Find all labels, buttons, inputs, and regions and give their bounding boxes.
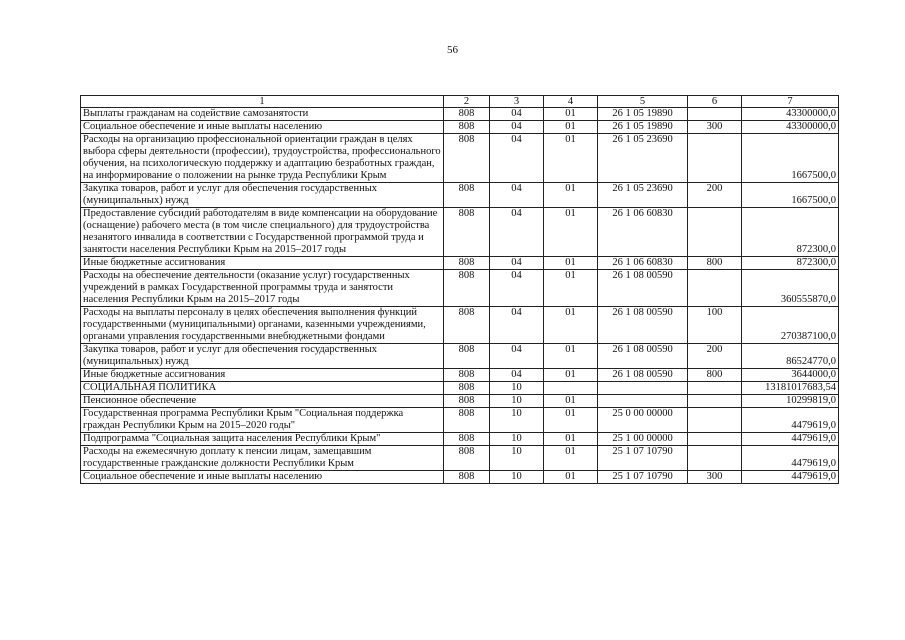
code-cell: 100 bbox=[688, 307, 742, 344]
code-cell: 01 bbox=[544, 208, 598, 257]
code-cell: 01 bbox=[544, 108, 598, 121]
code-cell: 01 bbox=[544, 433, 598, 446]
row-name-cell: Иные бюджетные ассигнования bbox=[81, 257, 444, 270]
code-cell: 26 1 05 19890 bbox=[598, 108, 688, 121]
code-cell: 01 bbox=[544, 183, 598, 208]
code-cell: 01 bbox=[544, 257, 598, 270]
row-name-cell: Социальное обеспечение и иные выплаты населению bbox=[81, 471, 444, 484]
row-name-cell: Государственная программа Республики Крым "Социальная поддержка граждан Республики Крым на 2015–2020 годы" bbox=[81, 408, 444, 433]
code-cell: 200 bbox=[688, 344, 742, 369]
table-row bbox=[81, 408, 839, 433]
code-cell: 25 1 07 10790 bbox=[598, 471, 688, 484]
row-name-cell: Расходы на ежемесячную доплату к пенсии лицам, замещавшим государственные гражданские должности Республики Крым bbox=[81, 446, 444, 471]
row-name-cell: Выплаты гражданам на содействие самозанятости bbox=[81, 108, 444, 121]
table-row bbox=[81, 121, 839, 134]
row-name-cell: Расходы на организацию профессиональной ориентации граждан в целях выбора сферы деятельности (профессии), трудоустройства, профессионального обучения, на психологическую поддержку и адаптацию безработных граждан, на информирование о положении на рынке труда Республики Крым bbox=[81, 134, 444, 183]
amount-cell: 3644000,0 bbox=[742, 369, 839, 382]
code-cell: 10 bbox=[490, 433, 544, 446]
row-name-cell: СОЦИАЛЬНАЯ ПОЛИТИКА bbox=[81, 382, 444, 395]
code-cell: 808 bbox=[444, 183, 490, 208]
amount-cell: 4479619,0 bbox=[742, 433, 839, 446]
row-name-cell: Иные бюджетные ассигнования bbox=[81, 369, 444, 382]
code-cell: 25 0 00 00000 bbox=[598, 408, 688, 433]
code-cell: 808 bbox=[444, 208, 490, 257]
row-name-cell: Закупка товаров, работ и услуг для обеспечения государственных (муниципальных) нужд bbox=[81, 183, 444, 208]
code-cell: 808 bbox=[444, 408, 490, 433]
table-row bbox=[81, 344, 839, 369]
row-name-cell: Предоставление субсидий работодателям в виде компенсации на оборудование (оснащение) рабочего места (в том числе специального) для трудоустройства незанятого инвалида в соответствии с Государственной программой труда и занятости населения Республики Крым на 2015–2017 годы bbox=[81, 208, 444, 257]
code-cell: 10 bbox=[490, 382, 544, 395]
code-cell: 808 bbox=[444, 382, 490, 395]
code-cell: 808 bbox=[444, 270, 490, 307]
amount-cell: 10299819,0 bbox=[742, 395, 839, 408]
amount-cell: 872300,0 bbox=[742, 208, 839, 257]
header-cell: 4 bbox=[544, 96, 598, 108]
table-row bbox=[81, 471, 839, 484]
code-cell: 04 bbox=[490, 344, 544, 369]
table-row bbox=[81, 446, 839, 471]
code-cell: 26 1 05 23690 bbox=[598, 183, 688, 208]
code-cell bbox=[688, 270, 742, 307]
amount-cell: 4479619,0 bbox=[742, 408, 839, 433]
table-header-row bbox=[81, 96, 839, 108]
code-cell bbox=[598, 395, 688, 408]
table-row bbox=[81, 382, 839, 395]
table-row bbox=[81, 433, 839, 446]
code-cell: 10 bbox=[490, 446, 544, 471]
code-cell: 25 1 07 10790 bbox=[598, 446, 688, 471]
amount-cell: 86524770,0 bbox=[742, 344, 839, 369]
code-cell: 26 1 05 23690 bbox=[598, 134, 688, 183]
row-name-cell: Социальное обеспечение и иные выплаты населению bbox=[81, 121, 444, 134]
code-cell: 01 bbox=[544, 408, 598, 433]
table-row bbox=[81, 208, 839, 257]
code-cell bbox=[688, 208, 742, 257]
row-name-cell: Закупка товаров, работ и услуг для обеспечения государственных (муниципальных) нужд bbox=[81, 344, 444, 369]
amount-cell: 13181017683,54 bbox=[742, 382, 839, 395]
code-cell: 808 bbox=[444, 257, 490, 270]
code-cell: 200 bbox=[688, 183, 742, 208]
table-row bbox=[81, 307, 839, 344]
code-cell: 26 1 08 00590 bbox=[598, 307, 688, 344]
table-row bbox=[81, 395, 839, 408]
row-name-cell: Подпрограмма "Социальная защита населения Республики Крым" bbox=[81, 433, 444, 446]
code-cell: 10 bbox=[490, 408, 544, 433]
code-cell: 808 bbox=[444, 344, 490, 369]
code-cell: 808 bbox=[444, 108, 490, 121]
amount-cell: 1667500,0 bbox=[742, 183, 839, 208]
code-cell: 01 bbox=[544, 134, 598, 183]
code-cell: 26 1 05 19890 bbox=[598, 121, 688, 134]
code-cell: 26 1 06 60830 bbox=[598, 257, 688, 270]
amount-cell: 1667500,0 bbox=[742, 134, 839, 183]
code-cell: 01 bbox=[544, 344, 598, 369]
table-row bbox=[81, 257, 839, 270]
code-cell: 01 bbox=[544, 369, 598, 382]
code-cell: 808 bbox=[444, 446, 490, 471]
code-cell: 04 bbox=[490, 307, 544, 344]
table-row bbox=[81, 108, 839, 121]
code-cell: 10 bbox=[490, 471, 544, 484]
header-cell: 1 bbox=[81, 96, 444, 108]
code-cell: 10 bbox=[490, 395, 544, 408]
code-cell: 808 bbox=[444, 307, 490, 344]
amount-cell: 4479619,0 bbox=[742, 471, 839, 484]
code-cell: 808 bbox=[444, 369, 490, 382]
header-cell: 2 bbox=[444, 96, 490, 108]
code-cell: 04 bbox=[490, 270, 544, 307]
code-cell: 300 bbox=[688, 121, 742, 134]
code-cell bbox=[688, 446, 742, 471]
code-cell: 01 bbox=[544, 121, 598, 134]
code-cell: 04 bbox=[490, 183, 544, 208]
row-name-cell: Пенсионное обеспечение bbox=[81, 395, 444, 408]
code-cell: 808 bbox=[444, 121, 490, 134]
code-cell: 26 1 06 60830 bbox=[598, 208, 688, 257]
amount-cell: 43300000,0 bbox=[742, 121, 839, 134]
budget-table bbox=[80, 95, 839, 484]
table-row bbox=[81, 369, 839, 382]
amount-cell: 872300,0 bbox=[742, 257, 839, 270]
header-cell: 5 bbox=[598, 96, 688, 108]
code-cell: 300 bbox=[688, 471, 742, 484]
code-cell bbox=[688, 395, 742, 408]
code-cell: 04 bbox=[490, 257, 544, 270]
code-cell bbox=[544, 382, 598, 395]
row-name-cell: Расходы на обеспечение деятельности (оказание услуг) государственных учреждений в рамках Государственной программы труда и занятости населения Республики Крым на 2015–2017 годы bbox=[81, 270, 444, 307]
code-cell: 25 1 00 00000 bbox=[598, 433, 688, 446]
amount-cell: 360555870,0 bbox=[742, 270, 839, 307]
code-cell: 01 bbox=[544, 471, 598, 484]
code-cell: 26 1 08 00590 bbox=[598, 270, 688, 307]
code-cell: 800 bbox=[688, 257, 742, 270]
code-cell: 01 bbox=[544, 307, 598, 344]
code-cell: 800 bbox=[688, 369, 742, 382]
code-cell bbox=[688, 382, 742, 395]
code-cell: 808 bbox=[444, 134, 490, 183]
code-cell bbox=[688, 108, 742, 121]
code-cell: 04 bbox=[490, 121, 544, 134]
table-row bbox=[81, 134, 839, 183]
amount-cell: 270387100,0 bbox=[742, 307, 839, 344]
header-cell: 3 bbox=[490, 96, 544, 108]
code-cell: 04 bbox=[490, 208, 544, 257]
code-cell bbox=[688, 408, 742, 433]
code-cell: 04 bbox=[490, 108, 544, 121]
code-cell: 01 bbox=[544, 395, 598, 408]
header-cell: 7 bbox=[742, 96, 839, 108]
code-cell: 808 bbox=[444, 433, 490, 446]
table-body bbox=[81, 108, 839, 484]
code-cell: 01 bbox=[544, 270, 598, 307]
code-cell: 808 bbox=[444, 471, 490, 484]
code-cell bbox=[598, 382, 688, 395]
header-cell: 6 bbox=[688, 96, 742, 108]
code-cell: 01 bbox=[544, 446, 598, 471]
amount-cell: 4479619,0 bbox=[742, 446, 839, 471]
amount-cell: 43300000,0 bbox=[742, 108, 839, 121]
code-cell: 04 bbox=[490, 369, 544, 382]
row-name-cell: Расходы на выплаты персоналу в целях обеспечения выполнения функций государственными (муниципальными) органами, казенными учреждениями, органами управления государственными внебюджетными фондами bbox=[81, 307, 444, 344]
code-cell: 04 bbox=[490, 134, 544, 183]
table-row bbox=[81, 270, 839, 307]
page-number: 56 bbox=[447, 44, 458, 56]
code-cell: 26 1 08 00590 bbox=[598, 369, 688, 382]
code-cell: 26 1 08 00590 bbox=[598, 344, 688, 369]
code-cell bbox=[688, 433, 742, 446]
table-row bbox=[81, 183, 839, 208]
code-cell bbox=[688, 134, 742, 183]
code-cell: 808 bbox=[444, 395, 490, 408]
